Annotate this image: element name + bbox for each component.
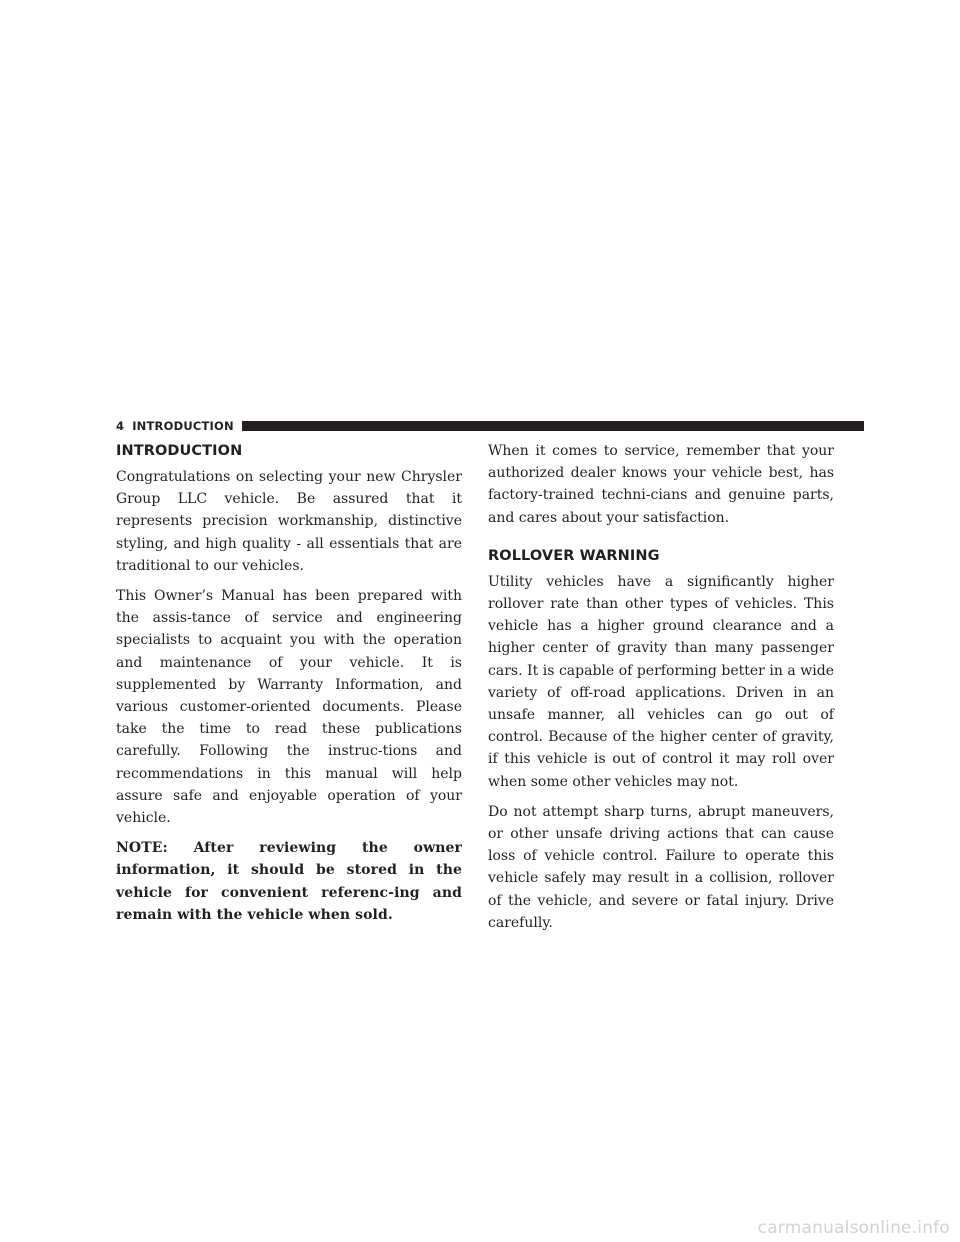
rollover-paragraph-1: Utility vehicles have a significantly higher rollover rate than other types of vehicles. This vehicle has a higher ground clearance and a higher center of gravity than many passenger cars. It is capable of performing better in a wide variety of off-road applications. Driven in an unsafe manner, all vehicles can go out of control. Because of the higher center of gravity, if this vehicle is out of control it may roll over when some other vehicles may not.	[488, 573, 834, 790]
header-rule	[242, 421, 864, 431]
running-header	[116, 420, 864, 432]
intro-paragraph-owners-manual: This Owner’s Manual has been prepared with the assis-tance of service and engineering specialists to acquaint you with the operation and maintenance of your vehicle. It is supplemented by Warranty Information, and various customer-oriented documents. Please take the time to read these publications carefully. Following the instruc-tions and recommendations in this manual will help assure safe and enjoyable operation of your vehicle.	[116, 588, 462, 827]
right-column	[488, 440, 834, 942]
service-paragraph: When it comes to service, remember that your authorized dealer knows your vehicle best, has factory-trained techni-cians and genuine parts, and cares about your satisfaction.	[488, 443, 834, 526]
note-paragraph: NOTE: After reviewing the owner information, it should be stored in the vehicle for convenient referenc-ing and remain with the vehicle when sold.	[116, 840, 462, 923]
watermark: carmanualsonline.info	[757, 1218, 950, 1238]
intro-paragraph-congratulations: Congratulations on selecting your new Chrysler Group LLC vehicle. Be assured that it represents precision workmanship, distinctive styling, and high quality - all essentials that are traditional to our vehicles.	[116, 469, 462, 574]
section-title: INTRODUCTION	[132, 419, 234, 433]
rollover-warning-heading: ROLLOVER WARNING	[488, 547, 660, 564]
introduction-heading: INTRODUCTION	[116, 443, 243, 459]
left-column	[116, 440, 462, 934]
rollover-paragraph-2: Do not attempt sharp turns, abrupt maneuvers, or other unsafe driving actions that can cause loss of vehicle control. Failure to operate this vehicle safely may result in a collision, rollover of the vehicle, and severe or fatal injury. Drive carefully.	[488, 803, 834, 931]
page-number: 4	[116, 419, 125, 433]
